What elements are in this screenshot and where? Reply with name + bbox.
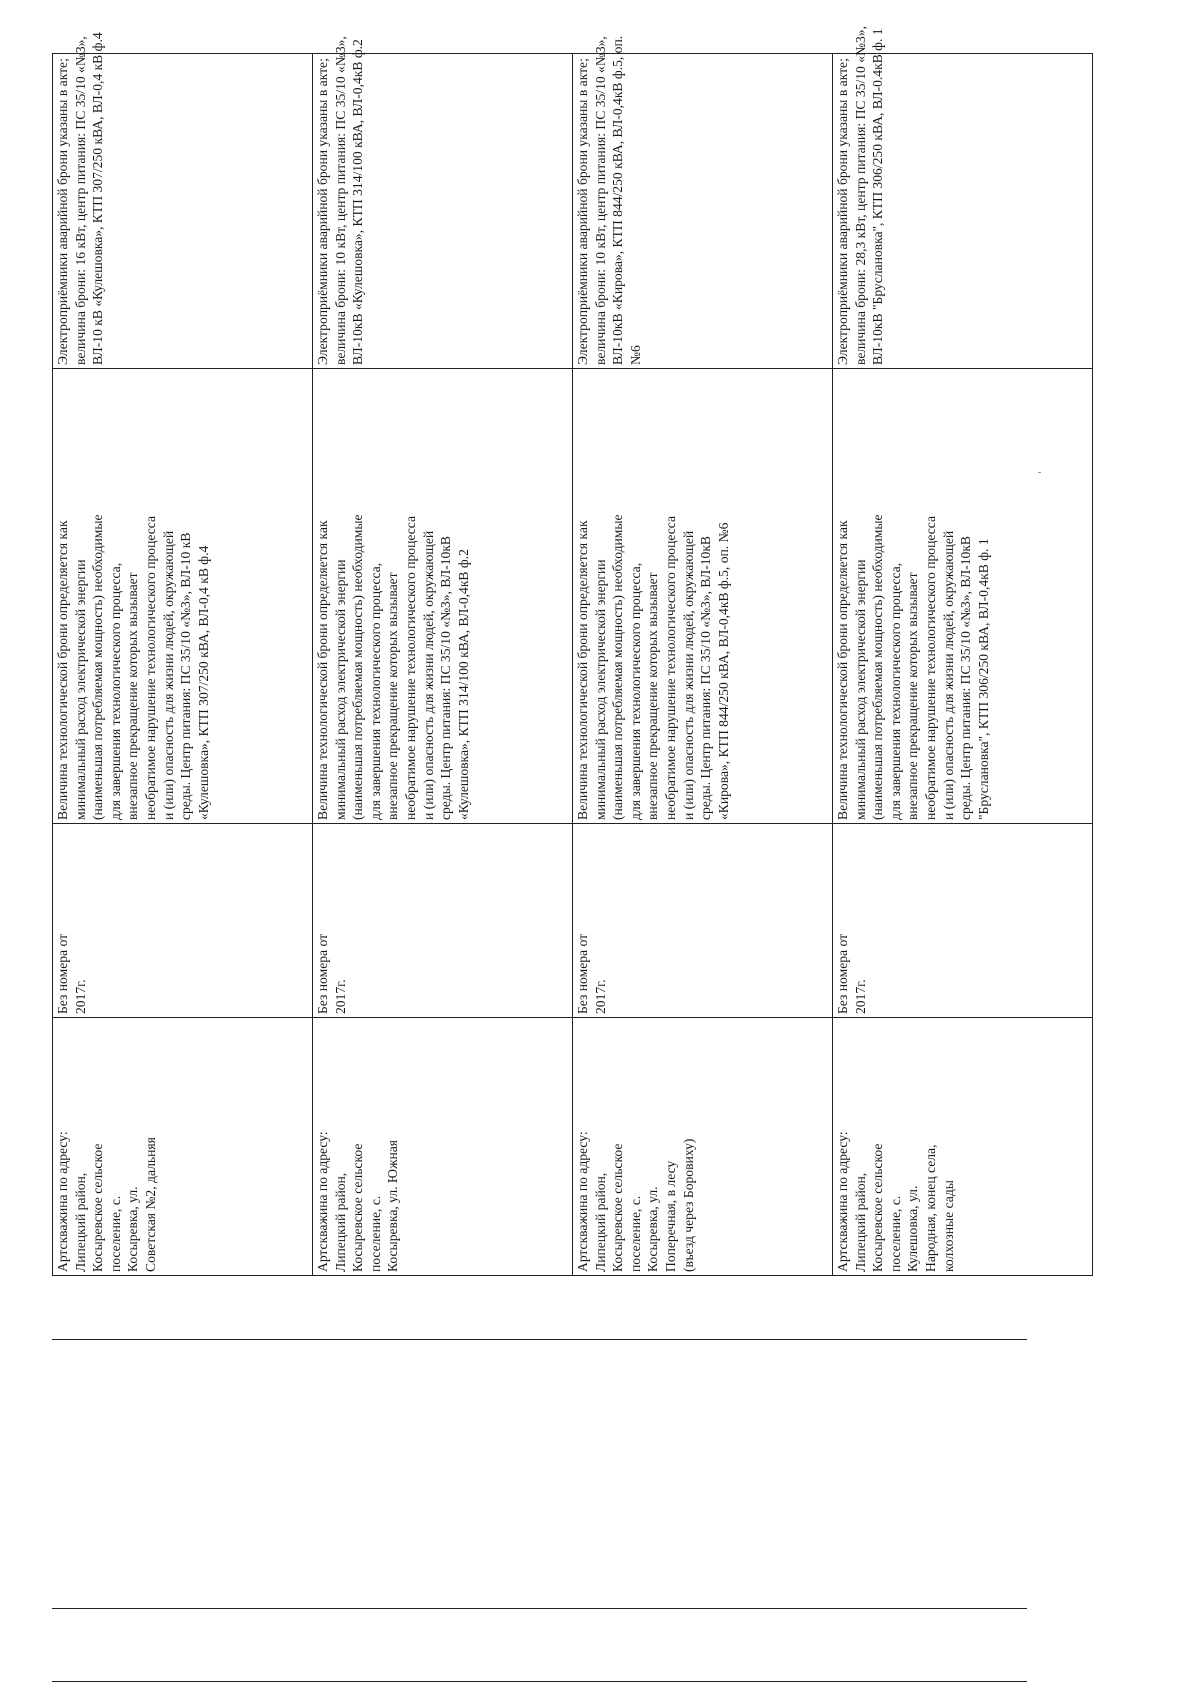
cell-line: Электроприёмники аварийной брони указаны в акте; — [575, 58, 590, 365]
cell-line: минимальный расход электрической энергии — [592, 559, 608, 820]
cell-line: Липецкий район, — [852, 1172, 868, 1272]
emergency-reserve-cell — [833, 25, 1093, 369]
cell-line: Величина технологической брони определяется как — [575, 520, 590, 820]
cell-line: внезапное прекращение которых вызывает — [905, 572, 921, 820]
cell-line: внезапное прекращение которых вызывает — [645, 572, 661, 820]
tech-reserve-cell — [53, 369, 313, 824]
cell-line: Без номера от — [55, 933, 70, 1014]
cell-line: среды. Центр питания: ПС 35/10 «№3», ВЛ-10кВ — [698, 536, 714, 820]
cell-line: внезапное прекращение которых вызывает — [125, 572, 141, 820]
cell-line: Без номера от — [315, 933, 330, 1014]
tech-reserve-cell — [313, 369, 573, 824]
cell-line: среды. Центр питания: ПС 35/10 «№3», ВЛ-10 кВ — [178, 532, 194, 820]
cell-line: (наименьшая потребляемая мощность) необходимые — [870, 514, 886, 820]
cell-line: Электроприёмники аварийной брони указаны в акте; — [835, 58, 850, 365]
cell-line: и (или) опасность для жизни людей, окружающей — [680, 530, 696, 820]
cell-line: для завершения технологического процесса, — [887, 562, 903, 820]
cell-line: величина брони: 10 кВт, центр питания: ПС 35/10 «№3», — [592, 36, 608, 365]
cell-line: Кулешовка, ул. — [905, 1185, 921, 1272]
cell-line: Электроприёмники аварийной брони указаны в акте; — [315, 58, 330, 365]
cell-line: (наименьшая потребляемая мощность) необходимые — [350, 514, 366, 820]
horizontal-rule — [52, 1339, 1027, 1340]
horizontal-rule — [52, 1608, 1027, 1609]
cell-line: минимальный расход электрической энергии — [332, 559, 348, 820]
table-row — [573, 54, 833, 1276]
cell-line: ВЛ-10кВ "Бруслановка", КТП 306/250 кВА, ВЛ-0.4кВ ф. 1 — [870, 28, 886, 365]
cell-line: (наименьшая потребляемая мощность) необходимые — [90, 514, 106, 820]
cell-line: колхозные сады — [940, 1180, 956, 1272]
cell-line: 2017г. — [332, 979, 348, 1014]
cell-line: «Кулешовка», КТП 307/250 кВА, ВЛ-0,4 кВ ф.4 — [195, 545, 211, 820]
cell-line: поселение, с. — [107, 1195, 123, 1272]
cell-line: величина брони: 16 кВт, центр питания: ПС 35/10 «№3», — [72, 36, 88, 365]
cell-line: 2017г. — [72, 979, 88, 1014]
horizontal-rule — [52, 1681, 1027, 1682]
emergency-reserve-cell — [313, 36, 573, 369]
cell-line: для завершения технологического процесса, — [627, 562, 643, 820]
cell-line: Косыревское сельское — [610, 1143, 626, 1272]
cell-line: минимальный расход электрической энергии — [852, 559, 868, 820]
table-body — [53, 25, 1093, 1276]
object-cell — [573, 1018, 833, 1276]
cell-line: Липецкий район, — [592, 1172, 608, 1272]
cell-line: внезапное прекращение которых вызывает — [385, 572, 401, 820]
cell-line: Косыревское сельское — [350, 1143, 366, 1272]
cell-line: Артскважина по адресу: — [315, 1131, 330, 1272]
reservation-table — [52, 25, 1093, 1276]
cell-line: величина брони: 10 кВт, центр питания: ПС 35/10 «№3», — [332, 36, 348, 365]
cell-line: 2017г. — [852, 979, 868, 1014]
cell-line: поселение, с. — [627, 1195, 643, 1272]
cell-line: и (или) опасность для жизни людей, окружающей — [420, 530, 436, 820]
cell-line: Артскважина по адресу: — [835, 1131, 850, 1272]
object-cell — [313, 1018, 573, 1276]
cell-line: (въезд через Боровиху) — [680, 1138, 696, 1272]
cell-line: Косыревка, ул. — [125, 1186, 141, 1272]
emergency-reserve-cell — [573, 35, 833, 369]
cell-line: «Кирова», КТП 844/250 кВА, ВЛ-0,4кВ ф.5, оп. №6 — [715, 522, 731, 820]
cell-line: ВЛ-10кВ «Кирова», КТП 844/250 кВА, ВЛ-0,4кВ ф.5, оп. — [610, 35, 626, 365]
act-cell — [833, 824, 1093, 1018]
object-cell — [833, 1018, 1093, 1276]
object-cell — [53, 1018, 313, 1276]
cell-line: необратимое нарушение технологического процесса — [662, 515, 678, 820]
cell-line: и (или) опасность для жизни людей, окружающей — [940, 530, 956, 820]
cell-line: необратимое нарушение технологического процесса — [142, 515, 158, 820]
cell-line: Поперечная, в лесу — [662, 1160, 678, 1272]
cell-line: поселение, с. — [367, 1195, 383, 1272]
cell-line: Косыревское сельское — [90, 1143, 106, 1272]
cell-line: среды. Центр питания: ПС 35/10 «№3», ВЛ-10кВ — [438, 536, 454, 820]
cell-line: "Бруслановка", КТП 306/250 кВА, ВЛ-0,4кВ ф. 1 — [975, 538, 991, 820]
cell-line: ВЛ-10кВ «Кулешовка», КТП 314/100 кВА, ВЛ-0,4кВ ф.2 — [350, 39, 366, 365]
cell-line: (наименьшая потребляемая мощность) необходимые — [610, 514, 626, 820]
cell-line: Электроприёмники аварийной брони указаны в акте; — [55, 58, 70, 365]
cell-line: поселение, с. — [887, 1195, 903, 1272]
cell-line: Липецкий район, — [72, 1172, 88, 1272]
cell-line: и (или) опасность для жизни людей, окружающей — [160, 530, 176, 820]
cell-line: Без номера от — [835, 933, 850, 1014]
cell-line: 2017г. — [592, 979, 608, 1014]
emergency-reserve-cell — [53, 32, 313, 369]
cell-line: для завершения технологического процесса, — [367, 562, 383, 820]
cell-line: Артскважина по адресу: — [55, 1131, 70, 1272]
cell-line: необратимое нарушение технологического процесса — [402, 515, 418, 820]
cell-line: Народная, конец села, — [922, 1144, 938, 1272]
cell-line: необратимое нарушение технологического процесса — [922, 515, 938, 820]
cell-line: Косыревское сельское — [870, 1143, 886, 1272]
cell-line: ВЛ-10 кВ «Кулешовка», КТП 307/250 кВА, ВЛ-0,4 кВ ф.4 — [90, 32, 106, 365]
tech-reserve-cell — [833, 369, 1093, 824]
cell-line: величина брони: 28,3 кВт, центр питания: ПС 35/10 «№3», — [852, 25, 868, 365]
cell-line: Величина технологической брони определяется как — [315, 520, 330, 820]
table-row — [313, 54, 573, 1276]
table-row — [53, 54, 313, 1276]
cell-line: Без номера от — [575, 933, 590, 1014]
cell-line: «Кулешовка», КТП 314/100 кВА, ВЛ-0,4кВ ф.2 — [455, 549, 471, 820]
scan-speck — [1038, 472, 1041, 473]
cell-line: Косыревка, ул. Южная — [385, 1139, 401, 1272]
act-cell — [573, 824, 833, 1018]
table-row — [833, 54, 1093, 1276]
cell-line: №6 — [627, 345, 643, 365]
cell-line: Липецкий район, — [332, 1172, 348, 1272]
cell-line: Величина технологической брони определяется как — [55, 520, 70, 820]
cell-line: для завершения технологического процесса, — [107, 562, 123, 820]
act-cell — [53, 824, 313, 1018]
cell-line: Величина технологической брони определяется как — [835, 520, 850, 820]
tech-reserve-cell — [573, 369, 833, 824]
cell-line: среды. Центр питания: ПС 35/10 «№3», ВЛ-10кВ — [958, 536, 974, 820]
cell-line: минимальный расход электрической энергии — [72, 559, 88, 820]
cell-line: Артскважина по адресу: — [575, 1131, 590, 1272]
cell-line: Косыревка, ул. — [645, 1186, 661, 1272]
cell-line: Советская №2, дальняя — [142, 1137, 158, 1272]
act-cell — [313, 824, 573, 1018]
